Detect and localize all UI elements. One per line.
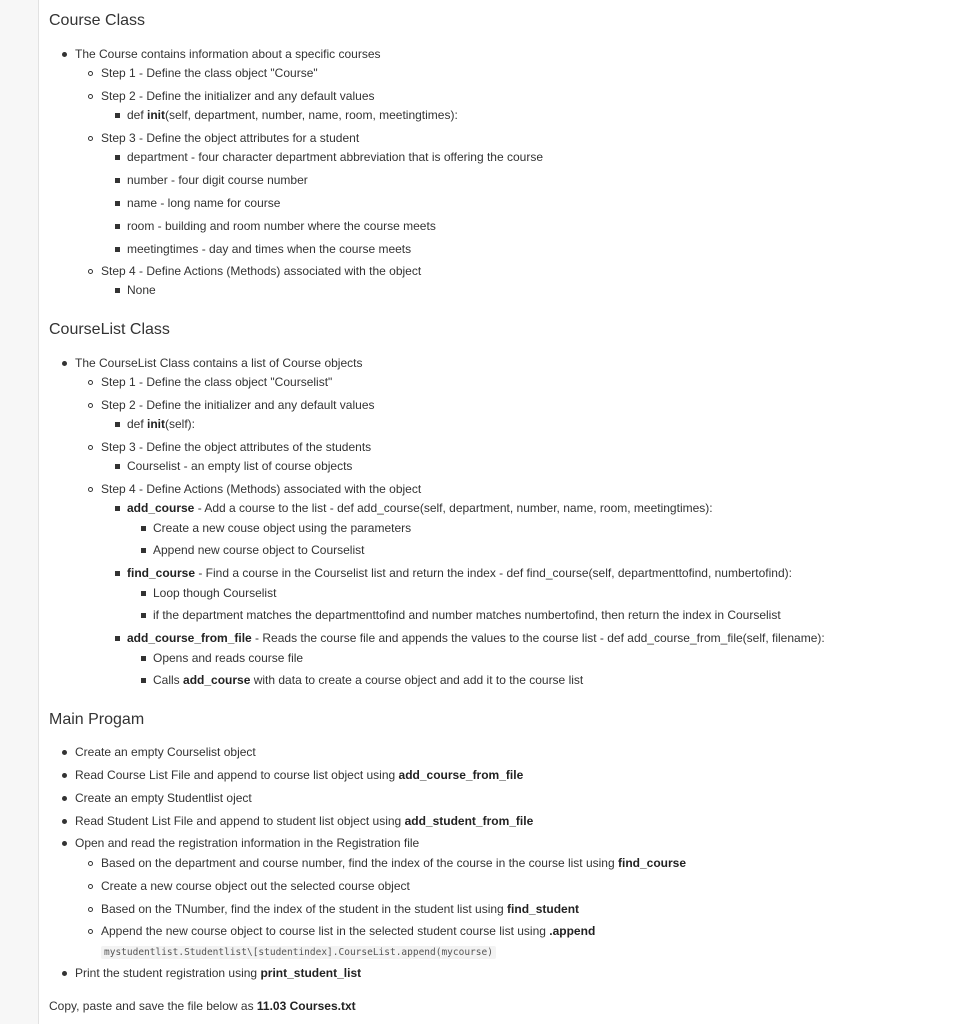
bullet-disc xyxy=(62,52,67,57)
bullet-disc xyxy=(62,361,67,366)
bullet-square xyxy=(115,224,120,229)
course-attribute: number - four digit course number xyxy=(127,173,308,187)
main-item: Read Course List File and append to course list object using add_course_from_file xyxy=(75,768,524,782)
bullet-disc xyxy=(62,971,67,976)
footer-instruction: Copy, paste and save the file below as 11.03 Courses.txt xyxy=(49,999,356,1013)
courselist-step3: Step 3 - Define the object attributes of the students xyxy=(101,440,372,454)
main-sub-item: Based on the department and course number, find the index of the course in the course list using find_course xyxy=(101,856,686,870)
course-intro: The Course contains information about a specific courses xyxy=(75,47,381,61)
bullet-square xyxy=(115,506,120,511)
bullet-circle xyxy=(88,487,93,492)
main-program-heading: Main Progam xyxy=(49,711,145,728)
method-sub-item: Opens and reads course file xyxy=(153,651,304,665)
course-attribute: meetingtimes - day and times when the course meets xyxy=(127,242,412,256)
bullet-disc xyxy=(62,750,67,755)
bullet-square xyxy=(115,636,120,641)
bullet-square xyxy=(115,247,120,252)
main-sub-item: Append the new course object to course list in the selected student course list using .append xyxy=(101,924,596,938)
bullet-square xyxy=(115,288,120,293)
method-sub-item: Append new course object to Courselist xyxy=(153,543,365,557)
bullet-circle xyxy=(88,907,93,912)
bullet-circle xyxy=(88,136,93,141)
main-item: Open and read the registration information in the Registration file xyxy=(75,836,420,850)
bullet-square xyxy=(141,591,146,596)
inline-code: mystudentlist.Studentlist\[studentindex].CourseList.append(mycourse) xyxy=(101,946,496,959)
bullet-disc xyxy=(62,773,67,778)
courselist-init-def: def init(self): xyxy=(127,417,196,431)
course-attribute: department - four character department abbreviation that is offering the course xyxy=(127,150,544,164)
course-init-def: def init(self, department, number, name, room, meetingtimes): xyxy=(127,108,458,122)
bullet-circle xyxy=(88,884,93,889)
bullet-square xyxy=(141,526,146,531)
course-methods-none: None xyxy=(127,283,156,297)
bullet-square xyxy=(141,613,146,618)
bullet-square xyxy=(115,571,120,576)
bullet-disc xyxy=(62,796,67,801)
method-sub-item: if the department matches the departmenttofind and number matches numbertofind, then return the index in Courselist xyxy=(153,608,781,622)
main-sub-item: Create a new course object out the selected course object xyxy=(101,879,410,893)
bullet-square xyxy=(115,201,120,206)
courselist-class-heading: CourseList Class xyxy=(49,321,170,338)
method-sub-item: Calls add_course with data to create a course object and add it to the course list xyxy=(153,673,584,687)
main-item: Create an empty Courselist object xyxy=(75,745,256,759)
bullet-square xyxy=(141,678,146,683)
main-item: Read Student List File and append to student list object using add_student_from_file xyxy=(75,814,534,828)
method-add-course-from-file: add_course_from_file - Reads the course file and appends the values to the course list - def add_course_from_file(self, filename): xyxy=(127,631,825,645)
bullet-circle xyxy=(88,94,93,99)
method-sub-item: Loop though Courselist xyxy=(153,586,277,600)
document-page xyxy=(38,0,959,1024)
main-sub-item: Based on the TNumber, find the index of the student in the student list using find_student xyxy=(101,902,580,916)
code-snippet xyxy=(101,943,496,961)
bullet-disc xyxy=(62,841,67,846)
bullet-circle xyxy=(88,445,93,450)
course-attribute: name - long name for course xyxy=(127,196,281,210)
bullet-square xyxy=(115,422,120,427)
method-add-course: add_course - Add a course to the list - def add_course(self, department, number, name, room, meetingtimes): xyxy=(127,501,713,515)
courselist-step2: Step 2 - Define the initializer and any default values xyxy=(101,398,375,412)
bullet-square xyxy=(141,656,146,661)
course-class-heading: Course Class xyxy=(49,12,146,29)
bullet-square xyxy=(115,464,120,469)
bullet-circle xyxy=(88,71,93,76)
course-step4: Step 4 - Define Actions (Methods) associated with the object xyxy=(101,264,422,278)
bullet-square xyxy=(115,178,120,183)
bullet-circle xyxy=(88,403,93,408)
bullet-disc xyxy=(62,819,67,824)
course-step1: Step 1 - Define the class object "Course" xyxy=(101,66,318,80)
main-item: Print the student registration using print_student_list xyxy=(75,966,362,980)
method-sub-item: Create a new couse object using the parameters xyxy=(153,521,412,535)
main-item: Create an empty Studentlist oject xyxy=(75,791,252,805)
bullet-square xyxy=(115,113,120,118)
courselist-intro: The CourseList Class contains a list of Course objects xyxy=(75,356,363,370)
bullet-square xyxy=(115,155,120,160)
courselist-step1: Step 1 - Define the class object "Courselist" xyxy=(101,375,333,389)
bullet-circle xyxy=(88,929,93,934)
courselist-step4: Step 4 - Define Actions (Methods) associated with the object xyxy=(101,482,422,496)
bullet-circle xyxy=(88,861,93,866)
courselist-attribute: Courselist - an empty list of course objects xyxy=(127,459,353,473)
bullet-circle xyxy=(88,269,93,274)
bullet-square xyxy=(141,548,146,553)
course-step3: Step 3 - Define the object attributes for a student xyxy=(101,131,360,145)
course-step2: Step 2 - Define the initializer and any default values xyxy=(101,89,375,103)
course-attribute: room - building and room number where the course meets xyxy=(127,219,436,233)
method-find-course: find_course - Find a course in the Courselist list and return the index - def find_course(self, departmenttofind, numbertofind): xyxy=(127,566,792,580)
bullet-circle xyxy=(88,380,93,385)
